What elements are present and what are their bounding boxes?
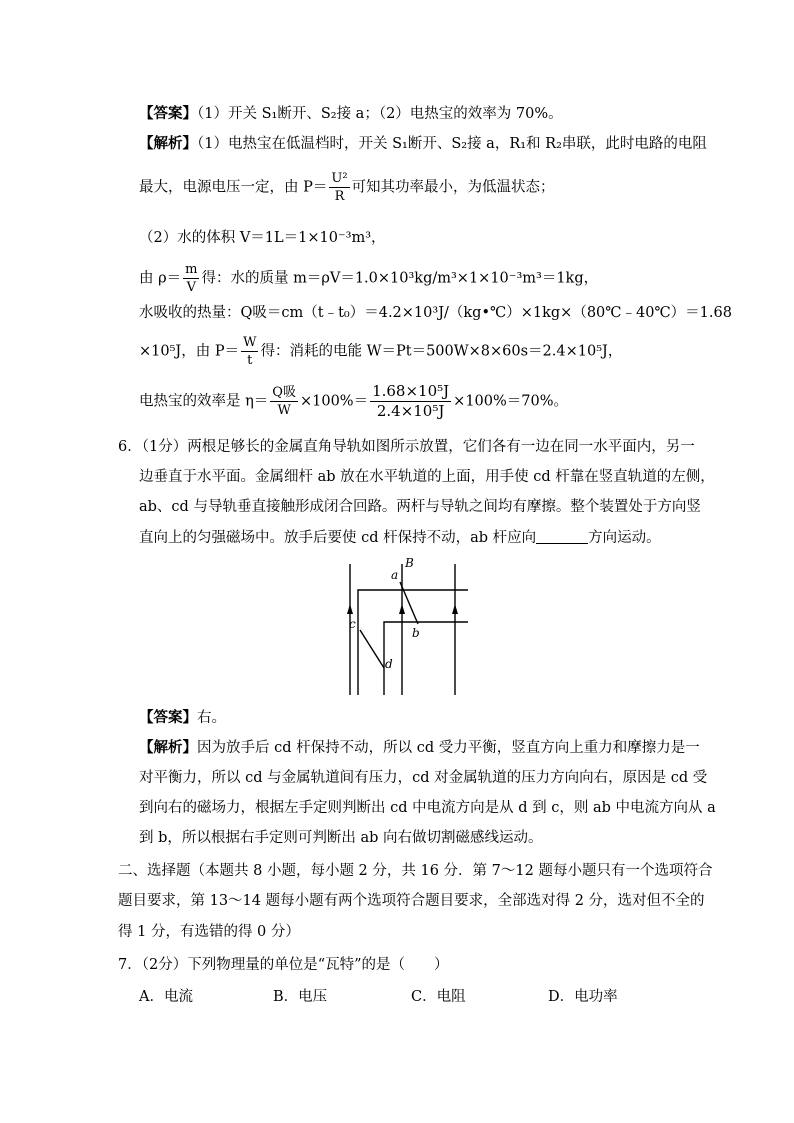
analysis-text: （2）水的体积 V＝1L＝1×10⁻³m³， — [139, 230, 386, 246]
analysis-label: 【解析】 — [139, 135, 197, 152]
question-text: 直向上的匀强磁场中。放手后要使 cd 杆保持不动，ab 杆应向 — [139, 530, 537, 546]
analysis-6-line1 — [139, 738, 700, 758]
question-6-line2 — [139, 467, 715, 487]
option-d — [548, 987, 618, 1007]
fraction-numerator: m — [185, 262, 198, 277]
section-text: 得 1 分，有选错的得 0 分） — [118, 924, 300, 940]
analysis-text: 对平衡力，所以 cd 与金属轨道间有压力，cd 对金属轨道的压力方向向右，原因是 cd 受 — [139, 770, 708, 786]
rod-cd — [360, 630, 384, 668]
analysis-text: 水吸收的热量：Q吸＝cm（t﹣t₀）＝4.2×10³J/（kg•℃）×1kg×（80℃﹣40℃）＝1.68 — [139, 305, 732, 321]
analysis-text: ×10⁵J，由 P＝ — [139, 343, 240, 360]
analysis-text: 最大，电源电压一定，由 P＝ — [139, 179, 328, 196]
answer-text: 右。 — [197, 710, 226, 726]
section-2-line2 — [118, 891, 705, 911]
question-text: 6．（1分）两根足够长的金属直角导轨如图所示放置，它们各有一边在同一水平面内，另一 — [118, 439, 695, 455]
analysis-text: 到 b，所以根据右手定则可判断出 ab 向右做切割磁感线运动。 — [139, 830, 543, 846]
option-b — [273, 987, 327, 1007]
question-6-line4 — [139, 528, 661, 548]
analysis-label: 【解析】 — [139, 739, 197, 756]
fraction-denominator: t — [247, 353, 253, 368]
analysis-text: ×100%＝70%。 — [453, 393, 569, 410]
section-text: 题目要求，第 13～14 题每小题有两个选项符合题目要求，全部选对得 2 分，选对但不全的 — [118, 893, 705, 909]
fraction-denominator: R — [334, 189, 345, 204]
analysis-text: 由 ρ＝ — [139, 270, 182, 287]
analysis-6-line4 — [139, 828, 543, 848]
formula-fraction — [270, 386, 298, 417]
analysis-text: ×100%＝ — [299, 393, 369, 410]
answer-label: 【答案】 — [139, 105, 197, 122]
analysis-5-line3 — [139, 228, 386, 248]
formula-fraction — [329, 172, 349, 203]
question-6-line3 — [139, 497, 701, 517]
field-arrow — [452, 604, 458, 614]
analysis-text: 得：消耗的电能 W＝Pt＝500W×8×60s＝2.4×10⁵J， — [260, 343, 623, 360]
fraction-numerator: W — [243, 335, 257, 350]
answer-text: （1）开关 S₁断开、S₂接 a；（2）电热宝的效率为 70%。 — [197, 106, 563, 122]
question-text: 7．（2分）下列物理量的单位是“瓦特”的是（ ） — [118, 957, 449, 973]
answer-6 — [139, 708, 226, 728]
section-2-line3 — [118, 922, 300, 942]
analysis-5-line4 — [139, 263, 598, 294]
rod-ab — [400, 582, 418, 624]
analysis-6-line2 — [139, 768, 707, 788]
formula-fraction — [241, 336, 258, 367]
analysis-5-line7 — [139, 384, 568, 419]
fraction-numerator: 1.68×10⁵J — [372, 382, 450, 400]
analysis-text: （1）电热宝在低温档时，开关 S₁断开、S₂接 a，R₁和 R₂串联，此时电路的电阻 — [197, 136, 707, 152]
section-text: 二、选择题（本题共 8 小题，每小题 2 分，共 16 分．第 7～12 题每小题只有一个选项符合 — [118, 863, 713, 879]
analysis-5-line6 — [139, 336, 622, 367]
label-c: c — [349, 617, 356, 631]
analysis-5-line2 — [139, 172, 555, 203]
analysis-text: 到向右的磁场力，根据左手定则判断出 cd 中电流方向是从 d 到 c，则 ab 中电流方向从 a — [139, 800, 716, 816]
fraction-denominator: 2.4×10⁵J — [376, 402, 445, 420]
label-a: a — [391, 568, 399, 582]
option-text: A．电流 — [139, 989, 193, 1005]
question-text: 边垂直于水平面。金属细杆 ab 放在水平轨道的上面，用手使 cd 杆靠在竖直轨道的左侧， — [139, 469, 715, 485]
question-6-line1 — [118, 437, 695, 457]
analysis-6-line3 — [139, 798, 716, 818]
label-b: b — [412, 626, 420, 640]
option-text: C．电阻 — [411, 989, 466, 1005]
option-a — [139, 987, 193, 1007]
analysis-text: 可知其功率最小，为低温状态； — [351, 179, 555, 196]
analysis-text: 电热宝的效率是 η＝ — [139, 393, 269, 410]
answer-label: 【答案】 — [139, 709, 197, 726]
fraction-denominator: V — [186, 280, 196, 295]
option-text: D．电功率 — [548, 989, 618, 1005]
analysis-text: 得：水的质量 m＝ρV＝1.0×10³kg/m³×1×10⁻³m³＝1kg， — [201, 270, 599, 287]
option-c — [411, 987, 466, 1007]
formula-fraction — [370, 384, 451, 419]
option-text: B．电压 — [273, 989, 328, 1005]
label-B: B — [405, 558, 414, 570]
answer-5 — [139, 104, 563, 124]
fraction-numerator: Q吸 — [272, 385, 296, 400]
answer-blank — [536, 529, 588, 544]
analysis-5-line5 — [139, 303, 732, 323]
rail-outer — [358, 590, 468, 695]
formula-fraction — [183, 263, 199, 294]
field-arrow — [347, 604, 353, 614]
analysis-text: 因为放手后 cd 杆保持不动，所以 cd 受力平衡，竖直方向上重力和摩擦力是一 — [197, 740, 700, 756]
label-d: d — [385, 657, 393, 671]
question-7-stem — [118, 955, 449, 975]
section-2-line1 — [118, 861, 712, 881]
fraction-denominator: W — [277, 403, 291, 418]
fraction-numerator: U² — [331, 171, 348, 186]
question-text: 方向运动。 — [588, 530, 661, 546]
field-arrow — [399, 604, 405, 614]
analysis-5-line1 — [139, 134, 707, 154]
rail-diagram — [340, 558, 470, 698]
question-text: ab、cd 与导轨垂直接触形成闭合回路。两杆与导轨之间均有摩擦。整个装置处于方向竖 — [139, 499, 701, 515]
